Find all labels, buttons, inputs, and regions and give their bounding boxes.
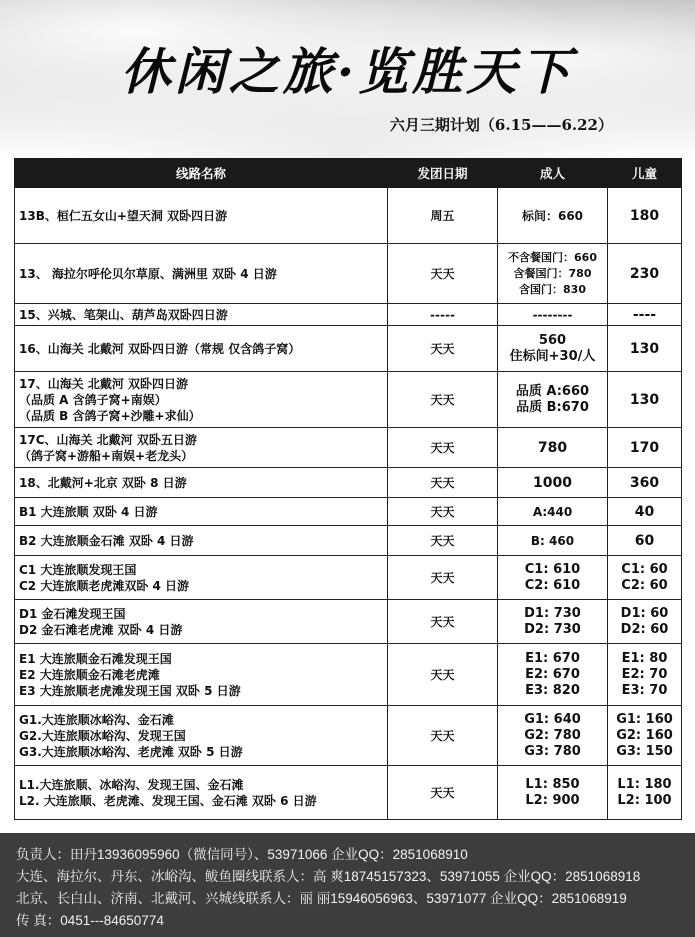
- adult-price-text: B: 460: [530, 533, 575, 548]
- adult-price-cell: [498, 526, 608, 556]
- adult-price-text: C2: 610: [524, 577, 581, 593]
- child-price-cell: [608, 600, 682, 644]
- departure-date-text: 周五: [430, 208, 455, 223]
- adult-price-text: 品质 B:670: [516, 399, 589, 415]
- route-name-cell: [15, 600, 388, 644]
- schedule-subtitle: 六月三期计划（6.15——6.22）: [389, 116, 613, 134]
- adult-price-text: 不含餐国门：660: [508, 250, 597, 264]
- departure-date-cell: [388, 468, 498, 498]
- child-price-text: G2: 160: [616, 727, 673, 743]
- route-name-cell: [15, 428, 388, 468]
- adult-price-text: 标间：660: [521, 208, 584, 223]
- route-name-cell: [15, 526, 388, 556]
- adult-price-cell: [498, 600, 608, 644]
- route-name-text: E2 大连旅顺金石滩老虎滩: [19, 667, 160, 682]
- route-name-cell: [15, 468, 388, 498]
- child-price-text: E1: 80: [621, 650, 668, 666]
- route-name-text: G3.大连旅顺冰峪沟、老虎滩 双卧 5 日游: [19, 744, 243, 759]
- adult-price-cell: [498, 468, 608, 498]
- departure-date-text: 天天: [430, 785, 455, 800]
- adult-price-text: D1: 730: [524, 605, 581, 621]
- page-title: 休闲之旅·览胜天下: [120, 42, 575, 101]
- child-price-cell: [608, 244, 682, 304]
- adult-price-cell: [498, 188, 608, 244]
- table-row: [15, 244, 682, 304]
- contact-line: 负责人：田丹13936095960（微信同号）、53971066 企业QQ：2851068910: [16, 847, 468, 862]
- child-price-cell: [608, 706, 682, 766]
- table-row: [15, 644, 682, 706]
- departure-date-cell: [388, 372, 498, 428]
- route-name-cell: [15, 244, 388, 304]
- adult-price-text: G2: 780: [524, 727, 581, 743]
- child-price-text: C1: 60: [621, 561, 668, 577]
- child-price-text: C2: 60: [621, 577, 668, 593]
- departure-date-text: 天天: [430, 533, 455, 548]
- contact-line: 传 真：0451---84650774: [16, 913, 164, 928]
- departure-date-cell: [388, 188, 498, 244]
- adult-price-text: G3: 780: [524, 743, 581, 759]
- route-name-text: D2 金石滩老虎滩 双卧 4 日游: [19, 622, 183, 637]
- departure-date-text: 天天: [430, 392, 455, 407]
- departure-date-text: 天天: [430, 475, 455, 490]
- route-name-text: G1.大连旅顺冰峪沟、金石滩: [19, 712, 174, 727]
- child-price-cell: [608, 468, 682, 498]
- route-name-text: L1.大连旅顺、冰峪沟、发现王国、金石滩: [19, 777, 244, 792]
- adult-price-cell: [498, 428, 608, 468]
- adult-price-cell: [498, 644, 608, 706]
- child-price-text: ----: [632, 306, 657, 323]
- contact-line: 北京、长白山、济南、北戴河、兴城线联系人：丽 丽15946056963、53971077 企业QQ：2851068919: [16, 891, 627, 906]
- child-price-cell: [608, 766, 682, 820]
- child-price-text: 360: [629, 474, 660, 491]
- route-name-text: L2. 大连旅顺、老虎滩、发现王国、金石滩 双卧 6 日游: [19, 793, 317, 808]
- route-name-text: B2 大连旅顺金石滩 双卧 4 日游: [19, 533, 194, 548]
- adult-price-text: 1000: [533, 474, 572, 491]
- departure-date-cell: [388, 326, 498, 372]
- adult-price-text: L1: 850: [525, 776, 580, 792]
- adult-price-cell: [498, 326, 608, 372]
- column-header-route: 线路名称: [15, 159, 388, 188]
- adult-price-text: L2: 900: [525, 792, 580, 808]
- adult-price-text: 560: [538, 332, 567, 348]
- adult-price-cell: [498, 766, 608, 820]
- table-row: [15, 556, 682, 600]
- header-banner: [0, 0, 695, 160]
- child-price-text: 180: [629, 207, 660, 224]
- column-header-date: 发团日期: [388, 159, 498, 188]
- adult-price-text: E2: 670: [525, 666, 580, 682]
- departure-date-cell: [388, 526, 498, 556]
- adult-price-text: E3: 820: [525, 682, 580, 698]
- child-price-cell: [608, 556, 682, 600]
- child-price-text: D2: 60: [620, 621, 669, 637]
- child-price-text: 60: [634, 532, 655, 549]
- table-row: [15, 766, 682, 820]
- route-name-cell: [15, 188, 388, 244]
- contact-line: 大连、海拉尔、丹东、冰峪沟、鲅鱼圈线联系人：高 爽18745157323、53971055 企业QQ：2851068918: [16, 869, 641, 884]
- route-name-text: E3 大连旅顺老虎滩发现王国 双卧 5 日游: [19, 683, 241, 698]
- route-name-cell: [15, 304, 388, 326]
- table-row: [15, 468, 682, 498]
- adult-price-cell: [498, 244, 608, 304]
- child-price-cell: [608, 326, 682, 372]
- contact-footer: [0, 833, 695, 937]
- adult-price-text: C1: 610: [524, 561, 581, 577]
- route-name-text: E1 大连旅顺金石滩发现王国: [19, 651, 172, 666]
- child-price-cell: [608, 428, 682, 468]
- route-name-text: B1 大连旅顺 双卧 4 日游: [19, 504, 158, 519]
- adult-price-text: 住标间+30/人: [509, 348, 596, 364]
- child-price-text: 130: [629, 391, 660, 408]
- child-price-text: L1: 180: [617, 776, 672, 792]
- route-name-cell: [15, 766, 388, 820]
- route-name-text: 15、兴城、笔架山、葫芦岛双卧四日游: [19, 307, 228, 322]
- child-price-cell: [608, 526, 682, 556]
- table-header-row: [15, 159, 682, 188]
- column-header-child: 儿童: [608, 159, 682, 188]
- route-name-text: （品质 A 含鸽子窝+南娱）: [19, 392, 167, 407]
- route-name-text: 17、山海关 北戴河 双卧四日游: [19, 376, 189, 391]
- table-row: [15, 706, 682, 766]
- departure-date-cell: [388, 556, 498, 600]
- departure-date-text: 天天: [430, 570, 455, 585]
- child-price-text: D1: 60: [620, 605, 669, 621]
- adult-price-cell: [498, 304, 608, 326]
- departure-date-cell: [388, 706, 498, 766]
- route-name-text: 13B、桓仁五女山+望天洞 双卧四日游: [19, 208, 228, 223]
- table-row: [15, 304, 682, 326]
- adult-price-text: E1: 670: [525, 650, 580, 666]
- departure-date-cell: [388, 498, 498, 526]
- child-price-cell: [608, 498, 682, 526]
- route-name-text: C2 大连旅顺老虎滩双卧 4 日游: [19, 578, 190, 593]
- adult-price-cell: [498, 372, 608, 428]
- route-name-text: （鸽子窝+游船+南娱+老龙头）: [19, 448, 194, 463]
- adult-price-text: D2: 730: [524, 621, 581, 637]
- route-name-text: D1 金石滩发现王国: [19, 606, 126, 621]
- adult-price-cell: [498, 556, 608, 600]
- adult-price-text: G1: 640: [524, 711, 581, 727]
- departure-date-cell: [388, 428, 498, 468]
- route-name-text: C1 大连旅顺发现王国: [19, 562, 137, 577]
- departure-date-cell: [388, 766, 498, 820]
- child-price-cell: [608, 644, 682, 706]
- route-name-cell: [15, 372, 388, 428]
- child-price-text: G3: 150: [616, 743, 673, 759]
- departure-date-text: 天天: [430, 440, 455, 455]
- table-row: [15, 526, 682, 556]
- route-name-cell: [15, 498, 388, 526]
- routes-table: [14, 158, 682, 820]
- route-name-text: 18、北戴河+北京 双卧 8 日游: [19, 475, 187, 490]
- route-name-text: （品质 B 含鸽子窝+沙雕+求仙）: [19, 408, 201, 423]
- adult-price-text: 780: [537, 439, 568, 456]
- adult-price-text: 含餐国门：780: [513, 266, 592, 280]
- child-price-text: E2: 70: [621, 666, 668, 682]
- route-name-cell: [15, 706, 388, 766]
- route-name-cell: [15, 644, 388, 706]
- table-row: [15, 188, 682, 244]
- table-row: [15, 600, 682, 644]
- route-name-text: 13、 海拉尔呼伦贝尔草原、满洲里 双卧 4 日游: [19, 266, 277, 281]
- adult-price-text: 品质 A:660: [515, 383, 590, 399]
- departure-date-cell: [388, 244, 498, 304]
- departure-date-text: 天天: [430, 614, 455, 629]
- child-price-cell: [608, 304, 682, 326]
- adult-price-cell: [498, 498, 608, 526]
- departure-date-cell: [388, 304, 498, 326]
- departure-date-text: 天天: [430, 266, 455, 281]
- route-name-cell: [15, 326, 388, 372]
- departure-date-text: -----: [430, 307, 455, 322]
- child-price-cell: [608, 372, 682, 428]
- departure-date-cell: [388, 644, 498, 706]
- child-price-text: 130: [629, 340, 660, 357]
- adult-price-cell: [498, 706, 608, 766]
- child-price-text: G1: 160: [616, 711, 673, 727]
- routes-table-body: [15, 188, 682, 820]
- route-name-cell: [15, 556, 388, 600]
- adult-price-text: --------: [532, 307, 573, 322]
- adult-price-text: 含国门：830: [519, 282, 586, 296]
- child-price-text: L2: 100: [617, 792, 672, 808]
- table-row: [15, 326, 682, 372]
- table-row: [15, 498, 682, 526]
- child-price-text: E3: 70: [621, 682, 668, 698]
- departure-date-text: 天天: [430, 728, 455, 743]
- table-row: [15, 428, 682, 468]
- route-name-text: G2.大连旅顺冰峪沟、发现王国: [19, 728, 186, 743]
- departure-date-text: 天天: [430, 504, 455, 519]
- route-name-text: 17C、山海关 北戴河 双卧五日游: [19, 432, 197, 447]
- route-name-text: 16、山海关 北戴河 双卧四日游（常规 仅含鸽子窝）: [19, 341, 301, 356]
- child-price-cell: [608, 188, 682, 244]
- adult-price-text: A:440: [532, 504, 573, 519]
- departure-date-cell: [388, 600, 498, 644]
- departure-date-text: 天天: [430, 667, 455, 682]
- child-price-text: 40: [634, 503, 655, 520]
- column-header-adult: 成人: [498, 159, 608, 188]
- table-row: [15, 372, 682, 428]
- departure-date-text: 天天: [430, 341, 455, 356]
- child-price-text: 170: [629, 439, 660, 456]
- child-price-text: 230: [629, 265, 660, 282]
